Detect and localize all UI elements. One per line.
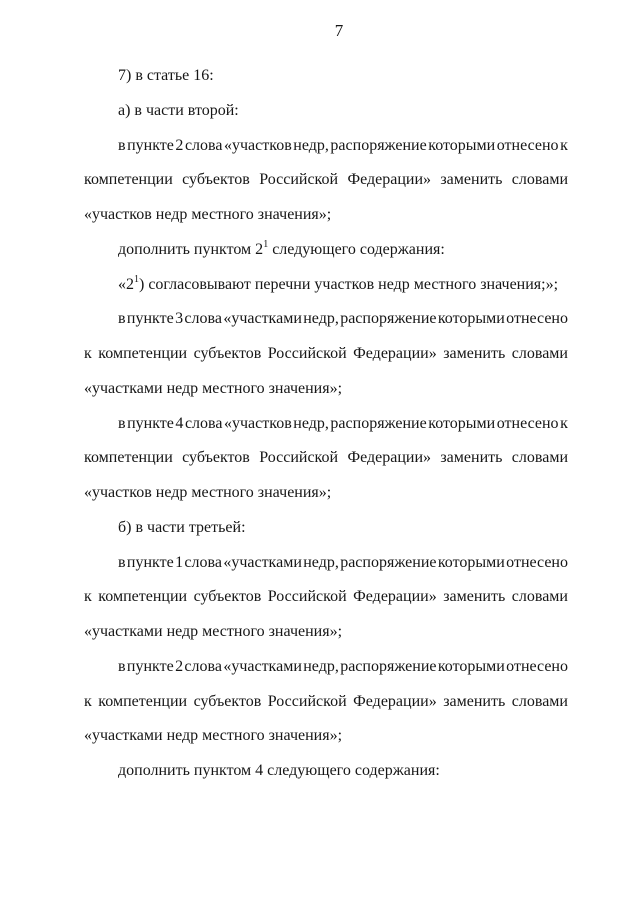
word: отнесено (496, 414, 559, 432)
word: отнесено (496, 136, 559, 154)
word: субъектов (182, 171, 250, 189)
word: в (118, 136, 126, 154)
word: «участков (224, 414, 292, 432)
text-line (84, 129, 568, 164)
superscript: 1 (263, 238, 269, 250)
word: Федерации» (347, 171, 431, 189)
word: субъектов (193, 692, 262, 710)
word: которыми (428, 414, 496, 432)
word: Российской (259, 449, 339, 467)
word: компетенции (98, 345, 188, 362)
word: Российской (267, 692, 347, 710)
word: к (560, 414, 568, 432)
word: в (118, 657, 126, 675)
word: заменить (443, 692, 506, 710)
text-run: следующего содержания: (268, 240, 445, 258)
word: которыми (437, 310, 505, 328)
word: «участками (223, 310, 302, 328)
word: заменить (443, 345, 506, 362)
word: слова (184, 136, 223, 154)
text-line (84, 337, 568, 372)
word: отнесено (506, 657, 568, 675)
text-run: дополнить пунктом 4 следующего содержания: (118, 762, 440, 779)
text-line (84, 650, 568, 685)
text-line (84, 754, 568, 789)
document-body (84, 59, 568, 789)
word: «участков (224, 136, 292, 154)
text-line (84, 407, 568, 442)
word: словами (511, 449, 568, 467)
text-line (84, 198, 568, 233)
word: слова (184, 553, 222, 571)
text-run: б) в части третьей: (118, 518, 246, 536)
word: «участками (223, 657, 302, 675)
page-header (19, 0, 640, 41)
text-run: дополнить пунктом 2 (118, 240, 264, 258)
word: 2 (175, 657, 184, 675)
word: Федерации» (353, 588, 437, 606)
text-line (84, 719, 568, 754)
text-line (84, 233, 568, 268)
text-line (84, 615, 568, 650)
text-run: «участков недр местного значения»; (84, 484, 332, 501)
word: слова (184, 414, 223, 432)
word: словами (511, 171, 568, 189)
word: пункте (126, 310, 174, 328)
text-line (84, 163, 568, 198)
word: в (118, 553, 126, 571)
text-line (84, 476, 568, 511)
word: заменить (440, 171, 503, 189)
text-line (84, 268, 568, 303)
word: распоряжение (330, 136, 427, 154)
word: заменить (443, 588, 506, 606)
word: отнесено (506, 310, 568, 328)
text-run: «участками недр местного значения»; (84, 623, 343, 640)
word: которыми (437, 657, 505, 675)
word: субъектов (193, 345, 262, 362)
word: недр, (303, 657, 339, 675)
word: Федерации» (347, 449, 431, 467)
word: словами (511, 588, 568, 606)
word: 2 (175, 136, 184, 154)
word: словами (511, 345, 568, 362)
word: недр, (293, 414, 329, 432)
word: распоряжение (340, 310, 437, 328)
word: «участками (223, 553, 302, 571)
text-run: «участками недр местного значения»; (84, 379, 343, 397)
word: слова (184, 310, 222, 328)
text-line (84, 546, 568, 581)
word: слова (184, 657, 222, 675)
word: заменить (440, 449, 503, 467)
text-run: «участков недр местного значения»; (84, 206, 332, 223)
word: отнесено (506, 553, 568, 571)
text-run: а) в части второй: (118, 101, 239, 119)
word: распоряжение (340, 553, 437, 571)
word: пункте (127, 136, 174, 154)
word: 3 (175, 310, 184, 328)
text-run: 7) в статье 16: (118, 67, 214, 84)
text-line (84, 59, 568, 94)
word: в (118, 414, 126, 432)
word: Российской (267, 345, 347, 362)
word: Российской (259, 171, 339, 189)
word: компетенции (98, 588, 188, 606)
word: компетенции (84, 171, 173, 189)
word: Российской (267, 588, 347, 606)
word: Федерации» (353, 692, 437, 710)
text-line (84, 441, 568, 476)
word: недр, (293, 136, 329, 154)
word: к (84, 588, 92, 606)
word: пункте (126, 657, 174, 675)
word: к (84, 692, 92, 710)
text-line (84, 580, 568, 615)
word: субъектов (182, 449, 250, 467)
word: которыми (428, 136, 496, 154)
word: компетенции (98, 692, 188, 710)
word: словами (511, 692, 568, 710)
text-run: «2 (118, 275, 134, 293)
word: недр, (303, 553, 339, 571)
text-run: ) согласовывают перечни участков недр местного значения;»; (139, 275, 559, 293)
word: 4 (175, 414, 184, 432)
word: 1 (175, 553, 184, 571)
word: Федерации» (353, 345, 437, 362)
word: субъектов (193, 588, 262, 606)
superscript: 1 (134, 273, 139, 285)
page-number: 7 (334, 21, 344, 40)
word: которыми (437, 553, 505, 571)
text-line (84, 372, 568, 407)
word: в (118, 310, 126, 328)
text-run: «участками недр местного значения»; (84, 727, 343, 745)
word: распоряжение (330, 414, 427, 432)
word: распоряжение (340, 657, 437, 675)
text-line (84, 511, 568, 546)
word: пункте (126, 553, 174, 571)
word: компетенции (84, 449, 173, 467)
word: недр, (303, 310, 339, 328)
word: к (84, 345, 92, 362)
word: к (560, 136, 568, 154)
text-line (84, 94, 568, 129)
word: пункте (127, 414, 174, 432)
text-line (84, 685, 568, 720)
text-line (84, 302, 568, 337)
